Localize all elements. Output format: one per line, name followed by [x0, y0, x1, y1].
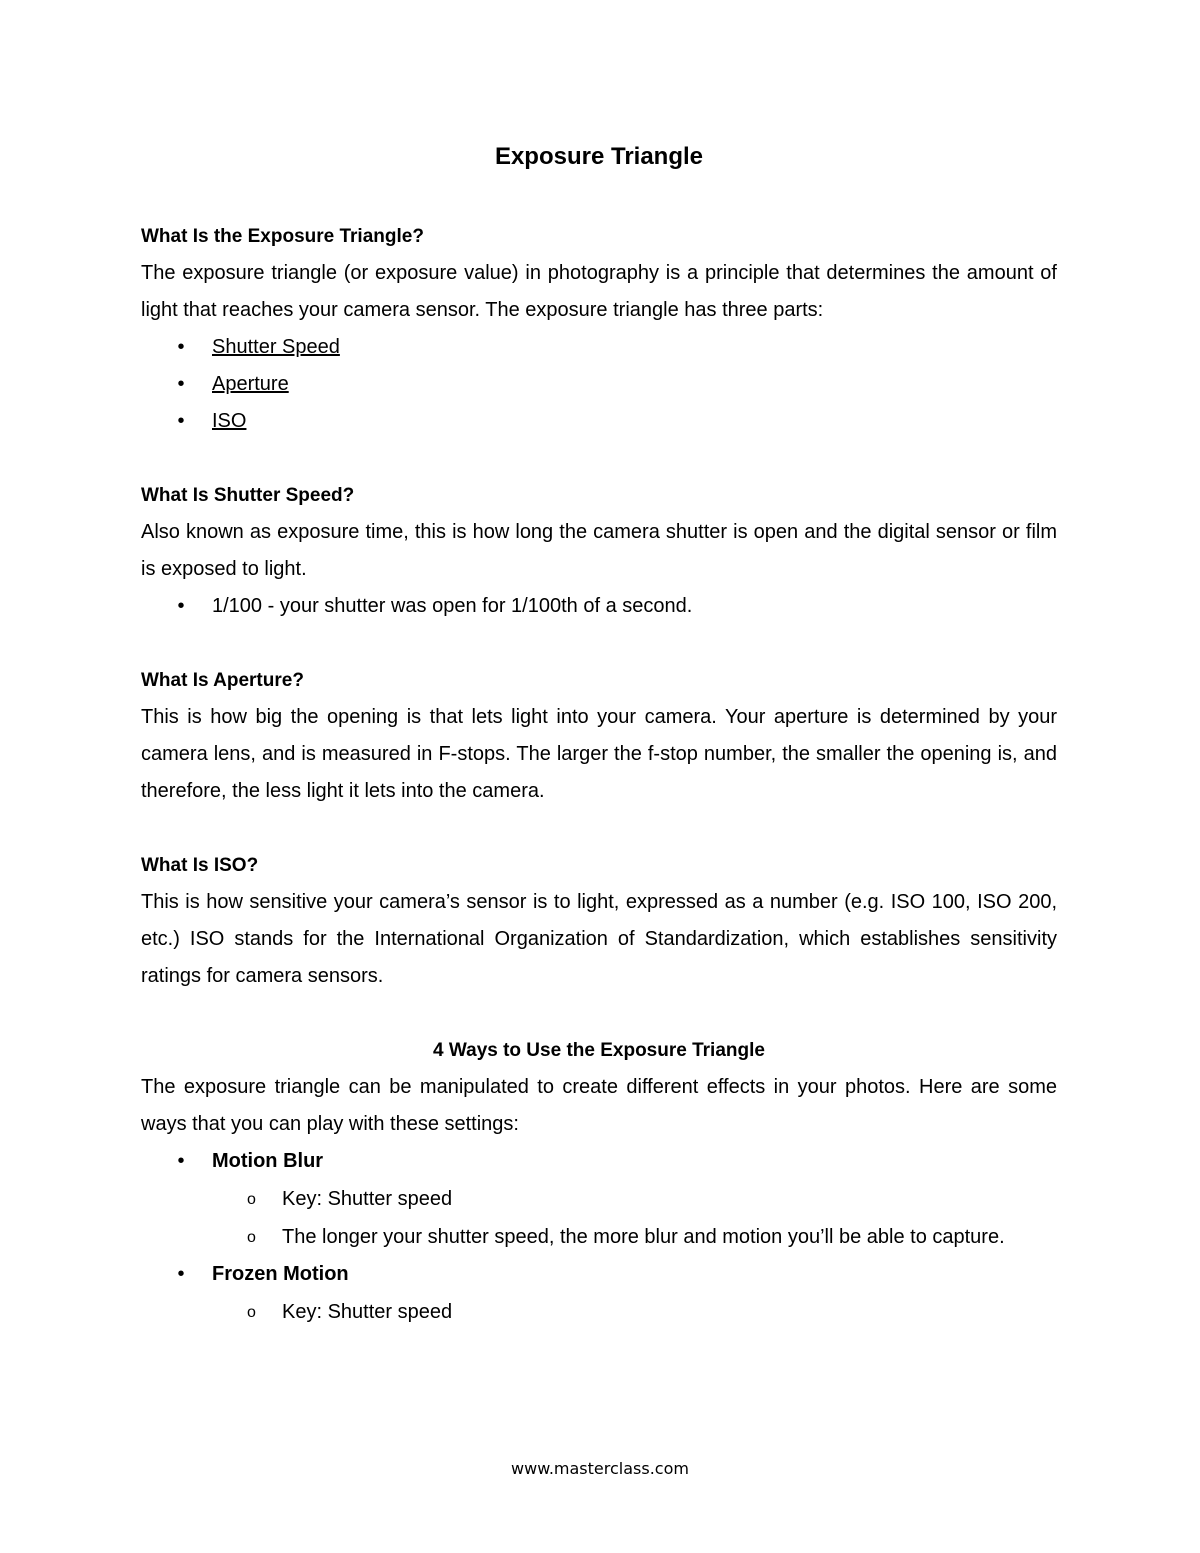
frozen-motion-sublist: [141, 1293, 1057, 1331]
footer-url: www.masterclass.com: [511, 1459, 689, 1478]
section-heading-shutter-speed: What Is Shutter Speed?: [141, 485, 355, 506]
exposure-parts-list: [141, 329, 1057, 440]
list-item: [141, 403, 1057, 440]
shutter-example-list: [141, 588, 1057, 625]
section-heading-iso: What Is ISO?: [141, 855, 259, 876]
section-body-iso: This is how sensitive your camera’s sensor is to light, expressed as a number (e.g. ISO 100, ISO 200, etc.) ISO stands for the International Organization of Standardization, which establishes sensitivity ratings for camera sensors.: [141, 891, 1057, 987]
list-item: [141, 588, 1057, 625]
link-aperture[interactable]: Aperture: [212, 373, 289, 395]
bullet-icon: •: [177, 336, 185, 358]
link-shutter-speed[interactable]: Shutter Speed: [212, 336, 340, 358]
sub-list-item: [141, 1218, 1057, 1256]
section-heading-exposure-triangle: What Is the Exposure Triangle?: [141, 226, 424, 247]
spacer: [141, 810, 1057, 847]
list-item: [141, 1256, 1057, 1293]
ways-list-continued: [141, 1256, 1057, 1293]
way-label-frozen-motion: Frozen Motion: [212, 1263, 349, 1285]
list-item: [141, 1143, 1057, 1180]
sub-item-text: Key: Shutter speed: [282, 1301, 453, 1323]
spacer: [141, 625, 1057, 662]
motion-blur-sublist: [141, 1180, 1057, 1256]
bullet-icon: •: [177, 595, 185, 617]
bullet-icon: •: [177, 410, 185, 432]
list-item: [141, 329, 1057, 366]
sub-item-text: The longer your shutter speed, the more blur and motion you’ll be able to capture.: [282, 1226, 1005, 1248]
section-body-aperture: This is how big the opening is that lets light into your camera. Your aperture is determined by your camera lens, and is measured in F-stops. The larger the f-stop number, the smaller the opening is, and therefore, the less light it lets into the camera.: [141, 706, 1057, 802]
bullet-icon: •: [177, 1150, 185, 1172]
circle-bullet-icon: o: [247, 1191, 256, 1208]
sub-item-text: Key: Shutter speed: [282, 1188, 453, 1210]
section-body-shutter-speed: Also known as exposure time, this is how long the camera shutter is open and the digital sensor or film is exposed to light.: [141, 521, 1057, 580]
way-label-motion-blur: Motion Blur: [212, 1150, 324, 1172]
ways-list: [141, 1143, 1057, 1180]
sub-list-item: [141, 1180, 1057, 1218]
spacer: [141, 995, 1057, 1032]
circle-bullet-icon: o: [247, 1229, 256, 1246]
section-heading-ways: 4 Ways to Use the Exposure Triangle: [433, 1040, 765, 1061]
bullet-icon: •: [177, 373, 185, 395]
section-body-exposure-triangle: The exposure triangle (or exposure value) in photography is a principle that determines the amount of light that reaches your camera sensor. The exposure triangle has three parts:: [141, 262, 1057, 321]
shutter-example-text: 1/100 - your shutter was open for 1/100th of a second.: [212, 595, 693, 617]
circle-bullet-icon: o: [247, 1304, 256, 1321]
list-item: [141, 366, 1057, 403]
document-title: Exposure Triangle: [494, 143, 704, 170]
section-heading-aperture: What Is Aperture?: [141, 670, 304, 691]
link-iso[interactable]: ISO: [212, 410, 247, 432]
sub-list-item: [141, 1293, 1057, 1331]
spacer: [141, 440, 1057, 477]
document-body: [141, 138, 1057, 1331]
bullet-icon: •: [177, 1263, 185, 1285]
section-body-ways: The exposure triangle can be manipulated to create different effects in your photos. Here are some ways that you can play with these settings:: [141, 1076, 1057, 1135]
